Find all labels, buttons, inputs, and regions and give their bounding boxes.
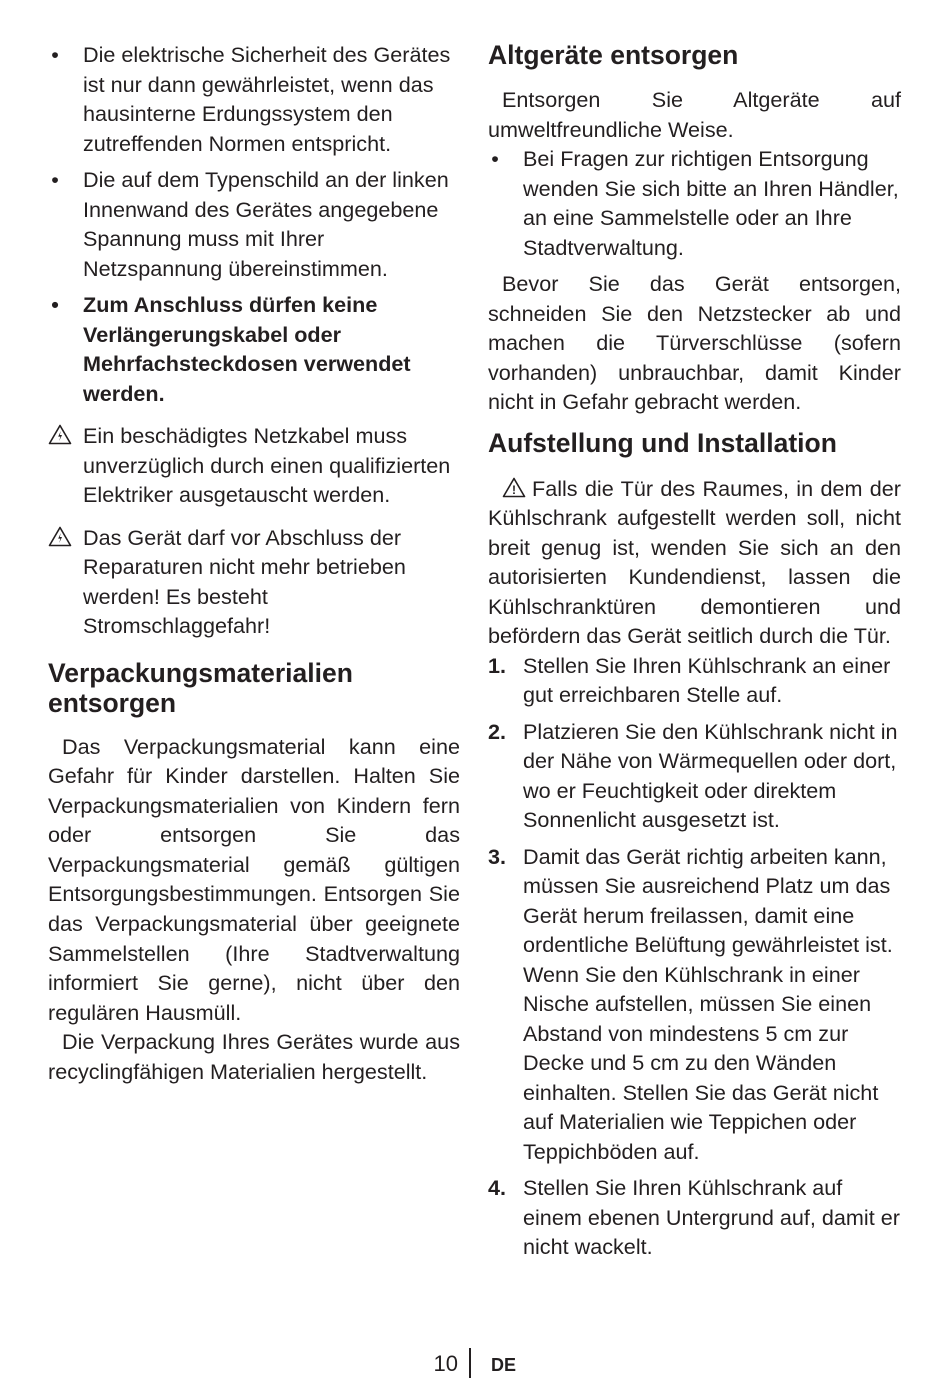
paragraph: Das Verpackungsmaterial kann eine Gefahr für Kinder darstellen. Halten Sie Verpackungsmaterialien von Kindern fern oder entsorgen Sie das Verpackungsmaterial gemäß gültigen Entsorgungsbestimmungen. Entsorgen Sie das Verpackungsmaterial über geeignete Sammelstellen (Ihre Stadtverwaltung informiert Sie gerne), nicht über den regulären Hausmüll. xyxy=(48,733,460,1025)
paragraph: Entsorgen Sie Altgeräte auf umweltfreundliche Weise. xyxy=(488,87,901,142)
warning-triangle-icon xyxy=(502,477,526,498)
bullet-text: Zum Anschluss dürfen keine Verlängerungskabel oder Mehrfachsteckdosen verwendet werden. xyxy=(83,292,411,406)
warning-text: Falls die Tür des Raumes, in dem der Kühlschrank aufgestellt werden soll, nicht breit genug ist, wenden Sie sich an den autorisierten Kundendienst, lassen die Kühlschranktüren demontieren und befördern das Gerät seitlich durch die Tür. xyxy=(488,475,901,648)
footer-divider xyxy=(469,1348,471,1378)
warning-triangle-icon xyxy=(48,526,72,547)
list-item xyxy=(48,165,460,283)
warning-note xyxy=(48,523,460,641)
numbered-list-item xyxy=(488,842,901,1167)
step-text: Damit das Gerät richtig arbeiten kann, müssen Sie ausreichend Platz um das Gerät herum freilassen, damit eine ordentliche Belüftung gewährleistet ist. Wenn Sie den Kühlschrank in einer Nische aufstellen, müssen Sie einen Abstand von mindestens 5 cm zur Decke und 5 cm zu den Wänden einhalten. Stellen Sie das Gerät nicht auf Materialien wie Teppichen oder Teppichböden auf. xyxy=(523,843,893,1164)
warning-text: Ein beschädigtes Netzkabel muss unverzüglich durch einen qualifizierten Elektriker ausgetauscht werden. xyxy=(83,423,451,507)
warning-triangle-icon xyxy=(48,424,72,445)
paragraph: Die Verpackung Ihres Gerätes wurde aus recyclingfähigen Materialien hergestellt. xyxy=(48,1029,460,1084)
bullet-dot-icon: • xyxy=(491,146,499,171)
section-heading: Altgeräte entsorgen xyxy=(488,40,739,70)
warning-note xyxy=(48,421,460,510)
bullet-text: Die elektrische Sicherheit des Gerätes ist nur dann gewährleistet, wenn das hausinterne Erdungssystem den zutreffenden Normen entspricht. xyxy=(83,42,451,156)
warning-text: Das Gerät darf vor Abschluss der Reparaturen nicht mehr betrieben werden! Es besteht Stromschlaggefahr! xyxy=(83,524,406,638)
bullet-dot-icon: • xyxy=(51,292,59,317)
step-number: 4. xyxy=(488,1175,507,1200)
list-item xyxy=(488,144,901,262)
paragraph: Bevor Sie das Gerät entsorgen, schneiden Sie den Netzstecker ab und machen die Türverschlüsse (sofern vorhanden) unbrauchbar, damit Kinder nicht in Gefahr gebracht werden. xyxy=(488,271,901,414)
step-number: 1. xyxy=(488,652,507,678)
warning-note xyxy=(488,474,901,651)
step-text: Stellen Sie Ihren Kühlschrank auf einem ebenen Untergrund auf, damit er nicht wackelt. xyxy=(523,1175,900,1259)
bullet-text: Die auf dem Typenschild an der linken Innenwand des Gerätes angegebene Spannung muss mit Ihrer Netzspannung übereinstimmen. xyxy=(83,167,449,281)
page-number: 10 xyxy=(433,1351,458,1376)
numbered-list-item xyxy=(488,1173,901,1262)
step-text: Platzieren Sie den Kühlschrank nicht in der Nähe von Wärmequellen oder dort, wo er Feuchtigkeit oder direktem Sonnenlicht ausgesetzt ist. xyxy=(523,718,898,832)
step-number: 3. xyxy=(488,843,507,869)
left-column xyxy=(48,40,460,1086)
step-number: 2. xyxy=(488,718,507,744)
numbered-list-item xyxy=(488,651,901,710)
numbered-list-item xyxy=(488,717,901,835)
numbered-list xyxy=(488,651,901,1262)
page-footer xyxy=(0,1348,950,1380)
section-heading: Aufstellung und Installation xyxy=(488,427,837,458)
step-text: Stellen Sie Ihren Kühlschrank an einer gut erreichbaren Stelle auf. xyxy=(523,652,891,707)
bullet-dot-icon: • xyxy=(51,167,59,192)
section-heading: Verpackungsmaterialien entsorgen xyxy=(48,657,353,718)
language-code: DE xyxy=(491,1355,517,1375)
svg-text:!: ! xyxy=(512,482,516,497)
right-column xyxy=(488,40,901,1269)
bullet-dot-icon: • xyxy=(51,42,59,67)
list-item xyxy=(48,290,460,408)
list-item xyxy=(48,40,460,158)
bullet-text: Bei Fragen zur richtigen Entsorgung wenden Sie sich bitte an Ihren Händler, an eine Sammelstelle oder an Ihre Stadtverwaltung. xyxy=(523,146,899,260)
